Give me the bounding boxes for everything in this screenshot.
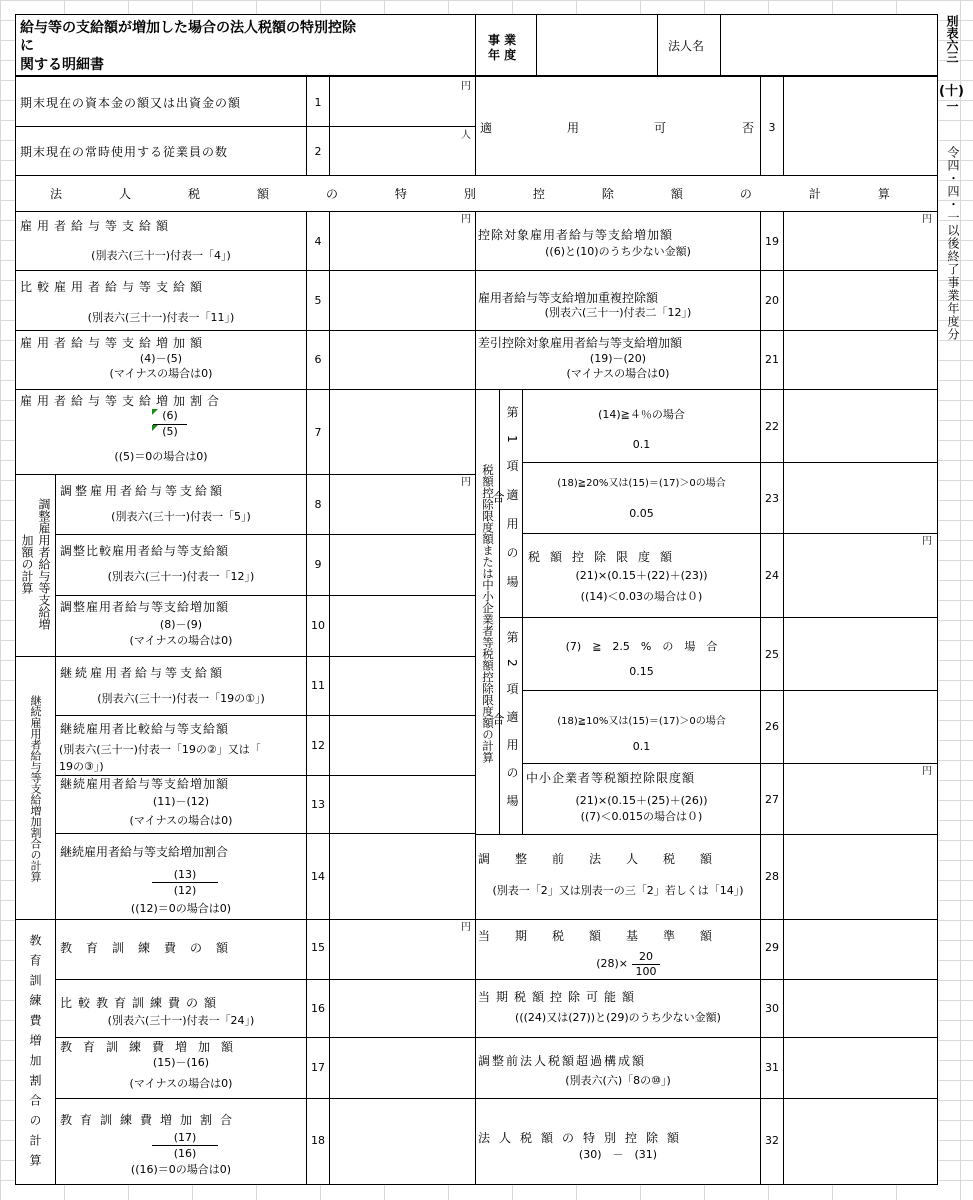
- r1-unit: 円: [461, 81, 471, 92]
- r18-numerator: (17): [173, 1131, 197, 1144]
- r11-label: 継続雇用者給与等支給額: [60, 666, 226, 680]
- form-id-top: 別表六三: [945, 15, 959, 63]
- r13-sub1: (11)－(12): [152, 795, 210, 808]
- r19-no: 19: [765, 235, 779, 248]
- r4-no: 4: [314, 235, 322, 248]
- r29-denominator: 100: [635, 965, 657, 978]
- r19-value-field[interactable]: [783, 211, 938, 271]
- r26-cond: (18)≧10%又は(15)＝(17)＞0の場合: [557, 716, 726, 727]
- r27-label: 中小企業者等税額控除限度額: [526, 771, 696, 785]
- r9-value-field[interactable]: [329, 534, 476, 596]
- r8-label: 調整雇用者給与等支給額: [60, 484, 226, 498]
- r23-value-field[interactable]: [783, 462, 938, 534]
- r3-label-d: 否: [742, 121, 755, 135]
- section-title-char: 税: [187, 187, 200, 201]
- r29-no: 29: [765, 941, 779, 954]
- r8-value-field[interactable]: [329, 474, 476, 535]
- jigyo-period-field[interactable]: [536, 14, 658, 76]
- r27-no: 27: [765, 793, 779, 806]
- r22-no: 22: [765, 420, 779, 433]
- r23-no: 23: [765, 492, 779, 505]
- r26-no: 26: [765, 720, 779, 733]
- r18-denominator: (16): [173, 1147, 197, 1160]
- section-title-char: 別: [463, 187, 476, 201]
- r20-no: 20: [765, 294, 779, 307]
- r14-denominator: (12): [173, 884, 197, 897]
- r15-value-field[interactable]: [329, 919, 476, 980]
- r7-denominator: (5): [162, 425, 178, 438]
- r19-sub: ((6)と(10)のうち少ない金額): [545, 245, 691, 258]
- jigyo-label-l1: 事 業: [488, 33, 517, 47]
- jigyo-label-l2: 年 度: [488, 48, 517, 62]
- group-1-label: 第1項適用の場合: [491, 405, 519, 605]
- r24-no: 24: [765, 569, 779, 582]
- r27-unit: 円: [922, 766, 932, 777]
- r24-label: 税額控除限度額: [528, 550, 683, 564]
- r31-no: 31: [765, 1061, 779, 1074]
- r1-label: 期末現在の資本金の額又は出資金の額: [20, 96, 242, 110]
- r28-label: 調整前法人税額: [478, 852, 738, 866]
- r14-note: ((12)＝0の場合は0): [130, 902, 232, 915]
- r16-no: 16: [311, 1002, 325, 1015]
- r12-no: 12: [311, 739, 325, 752]
- r20-label: 雇用者給与等支給増加重複控除額: [478, 291, 659, 305]
- r23-label-cell: [522, 462, 761, 534]
- r11-sub: (別表六(三十一)付表一「19の①」): [97, 692, 265, 705]
- section-title-char: 特: [394, 187, 407, 201]
- r22-cond: (14)≧４％の場合: [598, 408, 685, 421]
- r2-label: 期末現在の常時使用する従業員の数: [20, 145, 229, 159]
- r28-sub: (別表一「2」又は別表一の三「2」若しくは「14」): [492, 884, 744, 897]
- section-title-char: 法: [50, 187, 63, 201]
- r6-value-field[interactable]: [329, 330, 476, 390]
- group-b-label: 継続雇用者給与等支給増加割合の計算: [29, 694, 42, 882]
- r30-no: 30: [765, 1002, 779, 1015]
- r24-sub2: ((14)＜0.03の場合は０): [580, 590, 703, 603]
- r25-val: 0.15: [629, 665, 654, 678]
- r20-sub: (別表六(三十一)付表二「12」): [544, 306, 692, 319]
- r2-value-field[interactable]: [329, 126, 476, 176]
- r21-no: 21: [765, 353, 779, 366]
- r10-sub1: (8)－(9): [159, 618, 203, 631]
- r27-sub1: (21)×(0.15＋(25)＋(26)): [575, 794, 708, 807]
- r24-sub1: (21)×(0.15＋(22)＋(23)): [575, 569, 708, 582]
- r32-sub: (30) － (31): [578, 1148, 658, 1161]
- r17-value-field[interactable]: [329, 1037, 476, 1099]
- section-title-char: の: [325, 187, 338, 201]
- r14-numerator: (13): [173, 868, 197, 881]
- r14-label: 継続雇用者給与等支給増加割合: [60, 845, 229, 859]
- r12-label: 継続雇用者比較給与等支給額: [60, 722, 230, 736]
- r12-sub1: (別表六(三十一)付表一「19の②」又は「: [59, 743, 261, 756]
- r14-no: 14: [311, 870, 325, 883]
- r27-value-field[interactable]: [783, 763, 938, 835]
- r3-value-field[interactable]: [783, 76, 938, 176]
- form-title-line2: に: [20, 38, 34, 54]
- r5-value-field[interactable]: [329, 270, 476, 331]
- r17-label: 教育訓練費増加額: [60, 1040, 245, 1054]
- r11-no: 11: [311, 679, 325, 692]
- r10-label: 調整雇用者給与等支給増加額: [60, 600, 230, 614]
- r20-value-field[interactable]: [783, 270, 938, 331]
- r17-sub1: (15)－(16): [152, 1056, 210, 1069]
- r6-label: 雇用者給与等支給増加額: [20, 336, 208, 350]
- section-title: [50, 187, 890, 201]
- r22-label-cell: [522, 389, 761, 463]
- section-title-char: の: [739, 187, 752, 201]
- era-note: 令四・四・一以後終了事業年度分: [946, 146, 960, 341]
- r30-label: 当期税額控除可能額: [478, 990, 641, 1004]
- r3-label-cell: [475, 76, 761, 176]
- r11-value-field[interactable]: [329, 656, 476, 716]
- r28-label-cell: [475, 834, 761, 920]
- r16-label: 比較教育訓練費の額: [60, 996, 223, 1010]
- r30-value-field[interactable]: [783, 979, 938, 1038]
- r30-sub: (((24)又は(27))と(29)のうち少ない金額): [515, 1011, 721, 1024]
- r9-label: 調整比較雇用者給与等支給額: [60, 544, 230, 558]
- r32-value-field[interactable]: [783, 1098, 938, 1185]
- r18-no: 18: [311, 1134, 325, 1147]
- r6-no: 6: [314, 353, 322, 366]
- r23-cond: (18)≧20%又は(15)＝(17)＞0の場合: [557, 478, 726, 489]
- r5-label: 比較雇用者給与等支給額: [20, 280, 208, 294]
- r5-sub: (別表六(三十一)付表一「11」): [87, 311, 235, 324]
- r15-unit: 円: [461, 922, 471, 933]
- r13-label: 継続雇用者給与等支給増加額: [60, 777, 230, 791]
- r3-label-a: 適: [480, 121, 493, 135]
- r3-label-c: 可: [654, 121, 667, 135]
- r9-sub: (別表六(三十一)付表一「12」): [107, 570, 255, 583]
- section-title-char: 人: [118, 187, 131, 201]
- r6-sub2: (マイナスの場合は0): [109, 367, 213, 380]
- section-title-char: 算: [877, 187, 890, 201]
- form-id-bot: 一: [945, 100, 959, 112]
- section-title-char: 除: [601, 187, 614, 201]
- r7-label: 雇用者給与等支給増加割合: [20, 394, 225, 408]
- r19-label: 控除対象雇用者給与等支給増加額: [478, 228, 674, 242]
- group-outer-label: 税額控除限度額または中小企業者等税額控除限度額の計算: [481, 463, 495, 763]
- r13-no: 13: [311, 798, 325, 811]
- r21-sub1: (19)－(20): [589, 352, 647, 365]
- r18-note: ((16)＝0の場合は0): [130, 1163, 232, 1176]
- section-title-char: 計: [808, 187, 821, 201]
- r29-pre: (28)×: [596, 957, 628, 970]
- r7-note: ((5)＝0の場合は0): [114, 450, 208, 463]
- r15-no: 15: [311, 941, 325, 954]
- r7-no: 7: [314, 426, 322, 439]
- r3-label-b: 用: [567, 121, 580, 135]
- r31-label-cell: [475, 1037, 761, 1099]
- form-title-line3: 関する明細書: [20, 57, 104, 73]
- r30-label-cell: [475, 979, 761, 1038]
- r15-label: 教育訓練費の額: [60, 941, 243, 955]
- r5-no: 5: [314, 294, 322, 307]
- r4-label: 雇用者給与等支給額: [20, 219, 174, 233]
- r31-value-field[interactable]: [783, 1037, 938, 1099]
- section-title-char: 控: [532, 187, 545, 201]
- r25-label-cell: [522, 617, 761, 691]
- r27-sub2: ((7)＜0.015の場合は０): [580, 810, 703, 823]
- r21-sub2: (マイナスの場合は0): [566, 367, 670, 380]
- r24-unit: 円: [922, 536, 932, 547]
- r8-unit: 円: [461, 477, 471, 488]
- form-title-line1: 給与等の支給額が増加した場合の法人税額の特別控除: [20, 20, 356, 36]
- r17-sub2: (マイナスの場合は0): [129, 1077, 233, 1090]
- r21-label: 差引控除対象雇用者給与等支給増加額: [478, 336, 683, 350]
- r14-value-field[interactable]: [329, 833, 476, 920]
- r31-sub: (別表六(六)「8の⑩」): [565, 1074, 671, 1087]
- r16-sub: (別表六(三十一)付表一「24」): [107, 1014, 255, 1027]
- fraction-bar: [152, 882, 218, 883]
- r29-numerator: 20: [639, 950, 653, 963]
- r10-no: 10: [311, 619, 325, 632]
- r3-no: 3: [768, 121, 776, 134]
- r22-value-field[interactable]: [783, 389, 938, 463]
- r32-no: 32: [765, 1134, 779, 1147]
- fraction-bar: [152, 1145, 218, 1146]
- r11-label-cell: [55, 656, 307, 716]
- r9-no: 9: [314, 558, 322, 571]
- hojin-name-label: 法人名: [668, 39, 705, 53]
- form-id-mid: (十): [939, 84, 964, 99]
- r13-value-field[interactable]: [329, 775, 476, 834]
- r6-sub1: (4)－(5): [139, 352, 183, 365]
- r28-value-field[interactable]: [783, 834, 938, 920]
- r16-value-field[interactable]: [329, 979, 476, 1038]
- r29-label: 当期税額基準額: [478, 929, 738, 943]
- r10-value-field[interactable]: [329, 595, 476, 657]
- r12-value-field[interactable]: [329, 715, 476, 776]
- group-c-label: 教育訓練費増加割合の計算: [28, 934, 42, 1174]
- hojin-name-field[interactable]: [720, 14, 938, 76]
- r32-label: 法人税額の特別控除額: [478, 1131, 689, 1145]
- r1-value-field[interactable]: [329, 76, 476, 127]
- r12-sub2: 19の③」): [59, 760, 104, 773]
- group-2-label: 第2項適用の場合: [491, 631, 519, 823]
- r10-sub2: (マイナスの場合は0): [129, 634, 233, 647]
- r25-value-field[interactable]: [783, 617, 938, 691]
- section-title-char: 額: [670, 187, 683, 201]
- group-a-label: 調整雇用者給与等支給増加額の計算: [20, 498, 51, 630]
- r23-val: 0.05: [629, 507, 654, 520]
- r18-label: 教育訓練費増加割合: [60, 1113, 241, 1127]
- r17-no: 17: [311, 1061, 325, 1074]
- r31-label: 調整前法人税額超過構成額: [478, 1054, 647, 1068]
- section-title-char: 額: [256, 187, 269, 201]
- r13-sub2: (マイナスの場合は0): [129, 814, 233, 827]
- r26-val: 0.1: [632, 740, 651, 753]
- r4-value-field[interactable]: [329, 211, 476, 271]
- r8-sub: (別表六(三十一)付表一「5」): [111, 510, 251, 523]
- r2-unit: 人: [461, 130, 471, 141]
- r4-sub: (別表六(三十一)付表一「4」): [91, 249, 231, 262]
- r8-no: 8: [314, 498, 322, 511]
- r24-value-field[interactable]: [783, 533, 938, 618]
- r2-no: 2: [314, 145, 322, 158]
- r22-val: 0.1: [632, 438, 651, 451]
- r4-unit: 円: [461, 214, 471, 225]
- r18-value-field[interactable]: [329, 1098, 476, 1185]
- r21-value-field[interactable]: [783, 330, 938, 390]
- r19-unit: 円: [922, 214, 932, 225]
- r29-value-field[interactable]: [783, 919, 938, 980]
- r25-no: 25: [765, 648, 779, 661]
- r28-no: 28: [765, 870, 779, 883]
- r7-numerator: (6): [162, 409, 178, 422]
- r25-cond: (7) ≧ 2.5 % の 場 合: [565, 640, 718, 653]
- r7-value-field[interactable]: [329, 389, 476, 475]
- r1-no: 1: [314, 96, 322, 109]
- r26-value-field[interactable]: [783, 690, 938, 764]
